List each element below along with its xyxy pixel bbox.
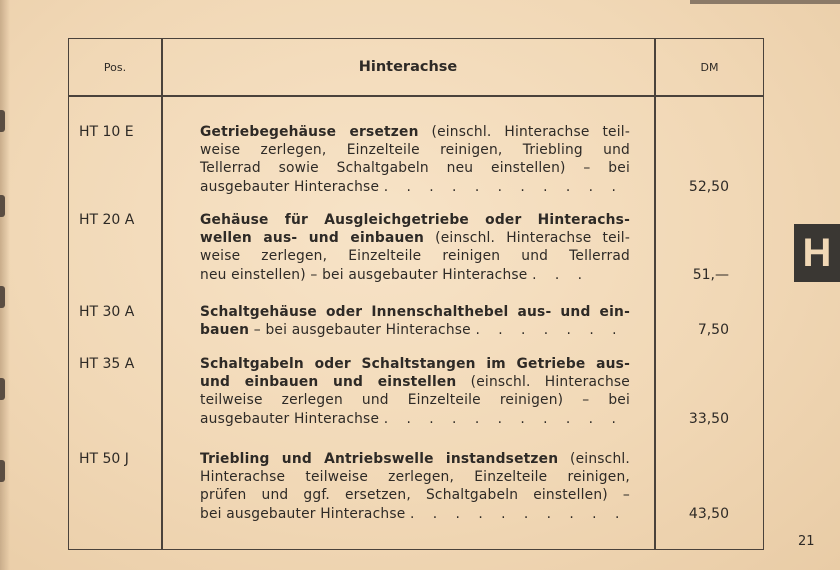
task-details: ausgebauter Hinterachse (200, 178, 380, 195)
task-details: ausgebauter Hinterachse (200, 410, 380, 427)
task-title: wellen aus- und einbauen (200, 230, 425, 247)
binding-hole (0, 460, 5, 482)
task-details: prüfen und ggf. ersetzen, Schaltgabeln einstellen) – (200, 487, 630, 504)
task-details: teilweise zerlegen und Einzelteile reinigen) – bei (200, 392, 630, 409)
column-divider (161, 39, 163, 549)
description-line (200, 450, 630, 468)
binding-edge (0, 0, 10, 570)
task-details: – bei ausgebauter Hinterachse (249, 322, 471, 339)
description-line (200, 141, 630, 159)
row-description (200, 303, 630, 339)
section-tab: H (794, 224, 840, 282)
task-title: Schaltgabeln oder Schaltstangen im Getriebe aus- (200, 356, 630, 372)
row-position-code: HT 20 A (79, 212, 135, 228)
leader-dots: . . . . . . . . . . . (383, 178, 623, 195)
description-line (200, 229, 630, 247)
row-position-code: HT 50 J (79, 451, 129, 467)
header-title: Hinterachse (358, 59, 458, 75)
binding-hole (0, 378, 5, 400)
task-title: Gehäuse für Ausgleichgetriebe oder Hinterachs- (200, 212, 630, 228)
row-description (200, 355, 630, 428)
task-details: (einschl. Hinterachse (456, 374, 630, 391)
binding-hole (0, 286, 5, 308)
description-line (200, 468, 630, 486)
row-position-code: HT 10 E (79, 124, 134, 140)
task-details: neu einstellen) – bei ausgebauter Hinterachse (200, 266, 528, 283)
description-line (200, 321, 630, 339)
task-title: Triebling und Antriebswelle instandsetzen (200, 451, 559, 467)
description-line (200, 247, 630, 265)
header-currency: DM (700, 60, 719, 74)
row-description (200, 450, 630, 523)
row-price: 33,50 (688, 410, 729, 427)
task-details: bei ausgebauter Hinterachse (200, 505, 406, 522)
row-description (200, 123, 630, 196)
description-line (200, 123, 630, 141)
task-title: Getriebegehäuse ersetzen (200, 124, 419, 140)
page-number: 21 (798, 534, 815, 549)
description-line (200, 178, 630, 196)
description-line (200, 159, 630, 177)
description-line (200, 373, 630, 391)
description-line (200, 410, 630, 428)
task-title: und einbauen und einstellen (200, 374, 457, 391)
task-details: Tellerrad sowie Schaltgabeln neu einstellen) – bei (200, 160, 630, 177)
row-price: 52,50 (688, 178, 729, 195)
leader-dots: . . . . . . . (475, 322, 624, 339)
page-edge-shadow (690, 0, 840, 4)
row-price: 51,— (692, 266, 729, 283)
row-price: 7,50 (697, 322, 729, 339)
description-line (200, 211, 630, 229)
task-details: weise zerlegen, Einzelteile reinigen, Triebling und (200, 142, 630, 159)
binding-hole (0, 110, 5, 132)
header-pos: Pos. (103, 60, 127, 74)
task-details: (einschl. (558, 451, 631, 467)
task-details: (einschl. Hinterachse teil- (418, 124, 630, 140)
description-line (200, 303, 630, 321)
description-line (200, 266, 630, 284)
binding-hole (0, 195, 5, 217)
task-details: (einschl. Hinterachse teil- (424, 230, 631, 247)
leader-dots: . . . (532, 266, 589, 283)
description-line (200, 355, 630, 373)
task-title: bauen (200, 322, 250, 339)
task-title: Schaltgehäuse oder Innenschalthebel aus- und ein- (200, 304, 630, 320)
description-line (200, 505, 630, 523)
price-table (68, 38, 764, 550)
row-position-code: HT 35 A (79, 356, 135, 372)
row-position-code: HT 30 A (79, 304, 135, 320)
row-description (200, 211, 630, 284)
task-details: weise zerlegen, Einzelteile reinigen und Tellerrad (200, 248, 630, 265)
task-details: Hinterachse teilweise zerlegen, Einzelteile reinigen, (200, 469, 630, 486)
leader-dots: . . . . . . . . . . . (383, 410, 623, 427)
description-line (200, 486, 630, 504)
column-divider (654, 39, 656, 549)
description-line (200, 391, 630, 409)
leader-dots: . . . . . . . . . . (410, 505, 627, 522)
header-divider (69, 95, 763, 97)
row-price: 43,50 (688, 505, 729, 522)
